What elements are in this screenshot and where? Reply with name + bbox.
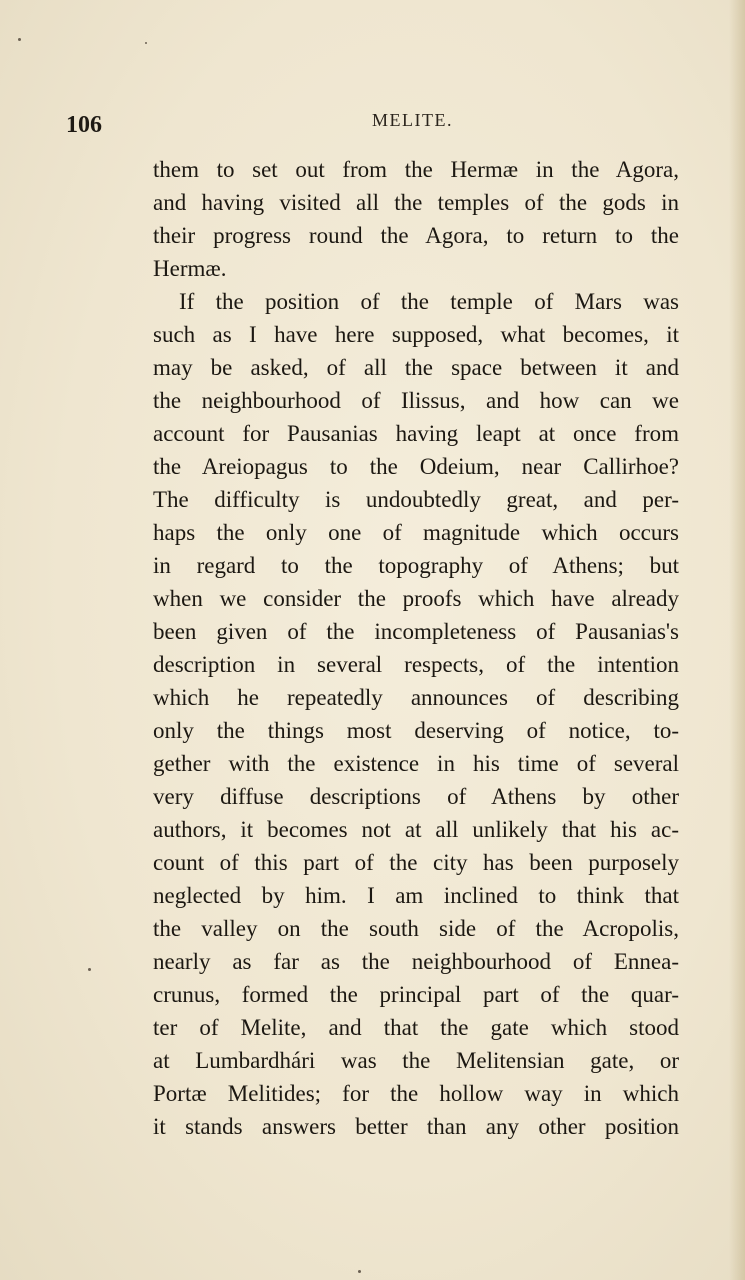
- text-line: only the things most deserving of notice, to-: [153, 718, 679, 743]
- text-line: when we consider the proofs which have already: [153, 586, 679, 611]
- text-line: in regard to the topography of Athens; but: [153, 553, 679, 578]
- text-line: neglected by him. I am inclined to think that: [153, 883, 679, 908]
- text-line: it stands answers better than any other position: [153, 1114, 679, 1139]
- text-line: description in several respects, of the intention: [153, 652, 679, 677]
- text-line: ter of Melite, and that the gate which stood: [153, 1015, 679, 1040]
- text-line: the valley on the south side of the Acropolis,: [153, 916, 679, 941]
- text-line: account for Pausanias having leapt at once from: [153, 421, 679, 446]
- paper-speck: [18, 38, 21, 41]
- running-head: MELITE.: [372, 110, 453, 130]
- text-line: authors, it becomes not at all unlikely that his ac-: [153, 817, 679, 842]
- text-line: may be asked, of all the space between it and: [153, 355, 679, 380]
- page-number: 106: [66, 112, 102, 138]
- text-line: gether with the existence in his time of several: [153, 751, 679, 776]
- text-line: their progress round the Agora, to return to the: [153, 223, 679, 248]
- text-line: at Lumbardhári was the Melitensian gate, or: [153, 1048, 679, 1073]
- text-line: the Areiopagus to the Odeium, near Callirhoe?: [153, 454, 679, 479]
- paper-speck: [88, 968, 91, 971]
- text-line: Portæ Melitides; for the hollow way in which: [153, 1081, 679, 1106]
- text-line: The difficulty is undoubtedly great, and per-: [153, 487, 679, 512]
- text-line: haps the only one of magnitude which occurs: [153, 520, 679, 545]
- text-line: them to set out from the Hermæ in the Agora,: [153, 157, 679, 182]
- text-line: nearly as far as the neighbourhood of Ennea-: [153, 949, 679, 974]
- text-line: Hermæ.: [153, 256, 227, 281]
- text-line: count of this part of the city has been purposely: [153, 850, 679, 875]
- paper-speck: [145, 42, 147, 44]
- paragraph-first-line: If the position of the temple of Mars was: [179, 289, 679, 314]
- paper-speck: [358, 1270, 361, 1273]
- text-line: crunus, formed the principal part of the quar-: [153, 982, 679, 1007]
- body-text: [153, 153, 679, 1143]
- text-line: and having visited all the temples of the gods in: [153, 190, 679, 215]
- text-line: such as I have here supposed, what becomes, it: [153, 322, 679, 347]
- text-line: very diffuse descriptions of Athens by other: [153, 784, 679, 809]
- text-line: which he repeatedly announces of describing: [153, 685, 679, 710]
- page-edge-shadow: [729, 0, 745, 1280]
- text-line: been given of the incompleteness of Pausanias's: [153, 619, 679, 644]
- text-line: the neighbourhood of Ilissus, and how can we: [153, 388, 679, 413]
